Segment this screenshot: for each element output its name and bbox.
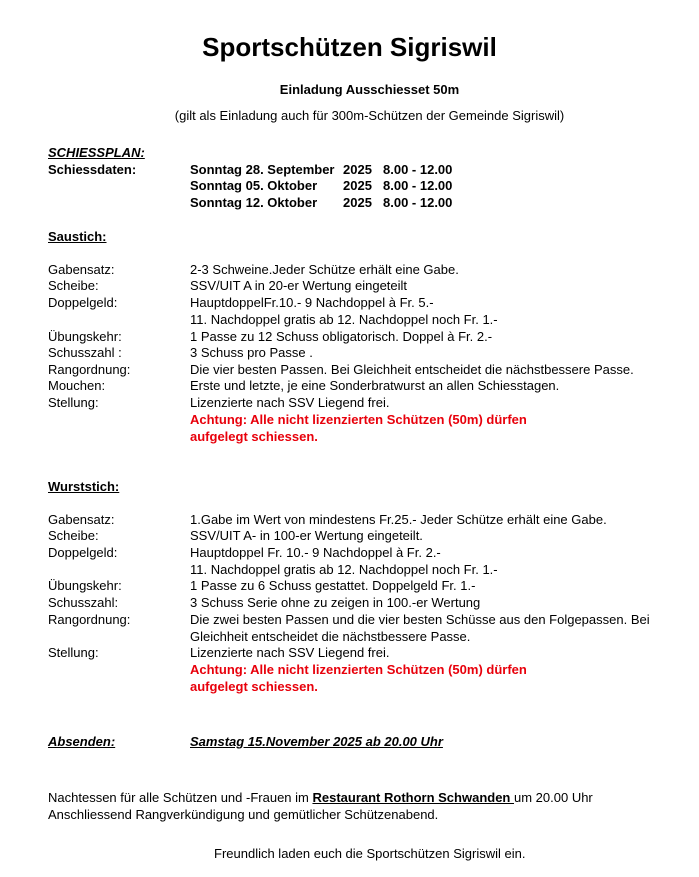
saustich-value: Erste und letzte, je eine Sonderbratwurst an allen Schiesstagen.	[190, 378, 560, 393]
saustich-value: 2-3 Schweine.Jeder Schütze erhält eine Gabe.	[190, 262, 459, 277]
dinner-text: Nachtessen für alle Schützen und -Frauen im	[48, 790, 313, 805]
wurststich-value: Hauptdoppel Fr. 10.- 9 Nachdoppel à Fr. 2.-	[190, 545, 441, 560]
saustich-value: 1 Passe zu 12 Schuss obligatorisch. Doppel à Fr. 2.-	[190, 329, 493, 344]
saustich-value: Die vier besten Passen. Bei Gleichheit entscheidet die nächstbessere Passe.	[190, 362, 634, 377]
page-title: Sportschützen Sigriswil	[202, 32, 497, 62]
subtitle: Einladung Ausschiesset 50m	[279, 82, 460, 97]
schiessdatum-3	[190, 195, 452, 211]
wurststich-value: 1 Passe zu 6 Schuss gestattet. Doppelgeld Fr. 1.-	[190, 578, 476, 593]
saustich-heading: Saustich:	[48, 229, 107, 244]
saustich-value: 11. Nachdoppel gratis ab 12. Nachdoppel noch Fr. 1.-	[190, 312, 498, 327]
dinner-line	[48, 790, 593, 805]
ceremony-line: Anschliessend Rangverkündigung und gemütlicher Schützenabend.	[48, 807, 439, 822]
schiessdatum-1	[190, 162, 452, 178]
wurststich-label: Übungskehr:	[48, 578, 122, 593]
closing-line: Freundlich laden euch die Sportschützen Sigriswil ein.	[214, 846, 526, 861]
wurststich-label: Stellung:	[48, 645, 99, 660]
saustich-value: 3 Schuss pro Passe .	[190, 345, 313, 360]
wurststich-value: 3 Schuss Serie ohne zu zeigen in 100.-er Wertung	[190, 595, 481, 610]
saustich-value: HauptdoppelFr.10.- 9 Nachdoppel à Fr. 5.-	[190, 295, 434, 310]
schiessdatum-day: Sonntag 28. September	[190, 162, 335, 177]
schiessdatum-2	[190, 178, 452, 194]
saustich-warning: aufgelegt schiessen.	[190, 429, 318, 444]
wurststich-warning: Achtung: Alle nicht lizenzierten Schützen (50m) dürfen	[190, 662, 527, 677]
wurststich-label: Rangordnung:	[48, 612, 131, 627]
schiessplan-heading: SCHIESSPLAN:	[48, 145, 145, 160]
saustich-label: Gabensatz:	[48, 262, 115, 277]
schiessdatum-time: 8.00 - 12.00	[383, 162, 453, 177]
schiessdatum-time: 8.00 - 12.00	[383, 178, 453, 193]
wurststich-label: Doppelgeld:	[48, 545, 118, 560]
wurststich-value: Die zwei besten Passen und die vier besten Schüsse aus den Folgepassen. Bei	[190, 612, 650, 627]
schiessdatum-day: Sonntag 12. Oktober	[190, 195, 318, 210]
saustich-label: Mouchen:	[48, 378, 106, 393]
saustich-label: Stellung:	[48, 395, 99, 410]
saustich-warning: Achtung: Alle nicht lizenzierten Schützen (50m) dürfen	[190, 412, 527, 427]
wurststich-label: Scheibe:	[48, 528, 99, 543]
saustich-label: Schusszahl :	[48, 345, 122, 360]
saustich-value: Lizenzierte nach SSV Liegend frei.	[190, 395, 390, 410]
wurststich-heading: Wurststich:	[48, 479, 120, 494]
saustich-label: Scheibe:	[48, 278, 99, 293]
schiessdatum-year: 2025	[343, 195, 372, 210]
absenden-label: Absenden:	[48, 734, 116, 749]
wurststich-value: SSV/UIT A- in 100-er Wertung eingeteilt.	[190, 528, 423, 543]
wurststich-warning: aufgelegt schiessen.	[190, 679, 318, 694]
restaurant-name: Restaurant Rothorn Schwanden	[312, 790, 514, 805]
wurststich-label: Gabensatz:	[48, 512, 115, 527]
wurststich-value: 11. Nachdoppel gratis ab 12. Nachdoppel noch Fr. 1.-	[190, 562, 498, 577]
wurststich-value: Lizenzierte nach SSV Liegend frei.	[190, 645, 390, 660]
wurststich-value: Gleichheit entscheidet die nächstbessere Passe.	[190, 629, 471, 644]
schiessdatum-time: 8.00 - 12.00	[383, 195, 453, 210]
schiessdaten-label: Schiessdaten:	[48, 162, 137, 177]
saustich-label: Übungskehr:	[48, 329, 122, 344]
saustich-value: SSV/UIT A in 20-er Wertung eingeteilt	[190, 278, 408, 293]
saustich-label: Doppelgeld:	[48, 295, 118, 310]
invitation-note: (gilt als Einladung auch für 300m-Schützen der Gemeinde Sigriswil)	[174, 108, 565, 123]
schiessdatum-day: Sonntag 05. Oktober	[190, 178, 318, 193]
dinner-time: um 20.00 Uhr	[514, 790, 593, 805]
wurststich-value: 1.Gabe im Wert von mindestens Fr.25.- Jeder Schütze erhält eine Gabe.	[190, 512, 607, 527]
schiessdatum-year: 2025	[343, 178, 372, 193]
schiessdatum-year: 2025	[343, 162, 372, 177]
wurststich-label: Schusszahl:	[48, 595, 119, 610]
absenden-date: Samstag 15.November 2025 ab 20.00 Uhr	[190, 734, 443, 749]
saustich-label: Rangordnung:	[48, 362, 131, 377]
